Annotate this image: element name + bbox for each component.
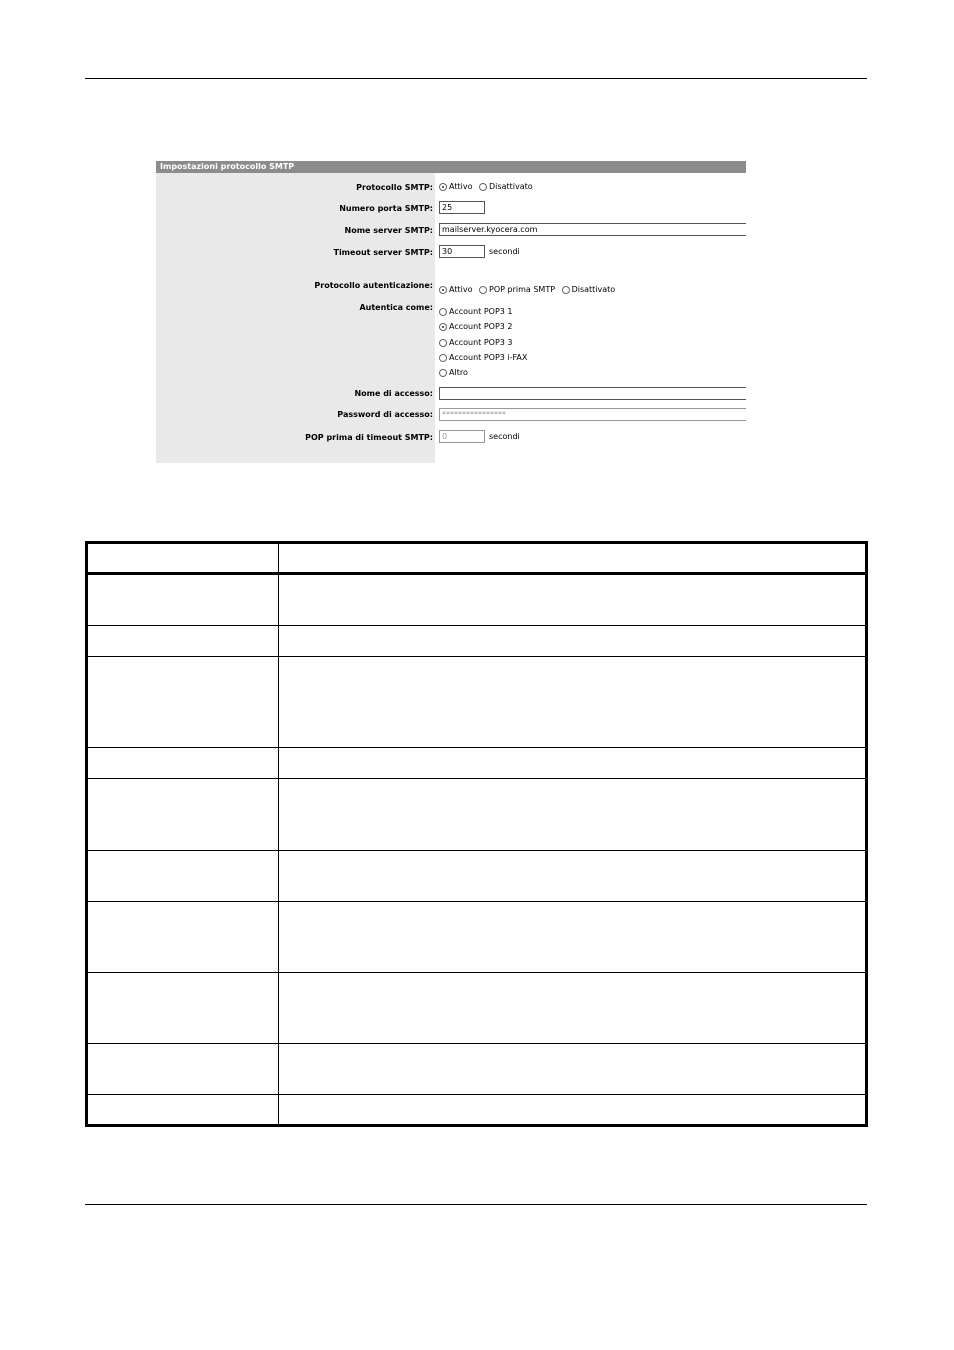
table-cell <box>279 626 867 656</box>
smtp-server-input[interactable]: mailserver.kyocera.com <box>439 223 746 236</box>
table-row <box>87 1043 867 1094</box>
table-cell <box>279 656 867 747</box>
table-cell <box>279 973 867 1043</box>
smtp-protocol-on-radio[interactable]: Attivo <box>439 182 472 191</box>
table-row <box>87 850 867 901</box>
label-column <box>156 173 435 463</box>
auth-protocol-off-radio[interactable]: Disattivato <box>562 285 616 294</box>
table-cell <box>87 543 279 574</box>
table-row <box>87 574 867 626</box>
login-password-label: Password di accesso: <box>337 410 433 419</box>
auth-protocol-pop-radio[interactable]: POP prima SMTP <box>479 285 555 294</box>
auth-as-option-4[interactable]: Account POP3 i-FAX <box>439 353 527 362</box>
smtp-port-input[interactable]: 25 <box>439 201 485 214</box>
table-cell <box>279 574 867 626</box>
table-row <box>87 779 867 850</box>
table-cell <box>279 901 867 972</box>
auth-as-label: Autentica come: <box>359 303 433 312</box>
login-name-label: Nome di accesso: <box>354 389 433 398</box>
table-cell <box>87 626 279 656</box>
table-cell <box>279 748 867 779</box>
login-name-input[interactable] <box>439 387 746 400</box>
smtp-protocol-off-radio[interactable]: Disattivato <box>479 182 533 191</box>
auth-as-option-5[interactable]: Altro <box>439 368 468 377</box>
radio-icon <box>479 183 487 191</box>
radio-icon <box>562 286 570 294</box>
auth-as-option-3[interactable]: Account POP3 3 <box>439 338 513 347</box>
radio-selected-icon <box>439 183 447 191</box>
auth-as-option-1[interactable]: Account POP3 1 <box>439 307 513 316</box>
smtp-settings-panel <box>156 161 746 463</box>
table-cell <box>279 850 867 901</box>
table-header-row <box>87 543 867 574</box>
table-row <box>87 1094 867 1125</box>
bottom-rule <box>85 1204 867 1205</box>
smtp-timeout-unit: secondi <box>489 247 520 256</box>
radio-icon <box>439 308 447 316</box>
table-row <box>87 626 867 656</box>
radio-selected-icon <box>439 286 447 294</box>
table-cell <box>87 1094 279 1125</box>
radio-icon <box>439 339 447 347</box>
table-cell <box>87 850 279 901</box>
table-row <box>87 656 867 747</box>
smtp-protocol-options <box>439 182 537 191</box>
description-table <box>85 541 868 1127</box>
smtp-server-label: Nome server SMTP: <box>344 226 433 235</box>
auth-protocol-options <box>439 285 619 294</box>
smtp-port-label: Numero porta SMTP: <box>339 204 433 213</box>
pop-timeout-label: POP prima di timeout SMTP: <box>305 433 433 442</box>
radio-icon <box>439 354 447 362</box>
table-cell <box>279 543 867 574</box>
auth-protocol-label: Protocollo autenticazione: <box>314 281 433 290</box>
table-cell <box>87 656 279 747</box>
table-row <box>87 748 867 779</box>
smtp-protocol-label: Protocollo SMTP: <box>356 183 433 192</box>
radio-selected-icon <box>439 323 447 331</box>
table-row <box>87 901 867 972</box>
table-cell <box>87 574 279 626</box>
smtp-timeout-input[interactable]: 30 <box>439 245 485 258</box>
radio-icon <box>439 369 447 377</box>
panel-title: Impostazioni protocollo SMTP <box>156 161 746 173</box>
table-cell <box>87 1043 279 1094</box>
table-cell <box>87 973 279 1043</box>
radio-icon <box>479 286 487 294</box>
pop-timeout-input[interactable]: 0 <box>439 430 485 443</box>
smtp-timeout-label: Timeout server SMTP: <box>333 248 433 257</box>
table-cell <box>87 901 279 972</box>
auth-as-option-2[interactable]: Account POP3 2 <box>439 322 513 331</box>
table-cell <box>279 1094 867 1125</box>
top-rule <box>85 78 867 79</box>
table-cell <box>279 1043 867 1094</box>
table-cell <box>279 779 867 850</box>
pop-timeout-unit: secondi <box>489 432 520 441</box>
table-row <box>87 973 867 1043</box>
table-cell <box>87 779 279 850</box>
login-password-input[interactable]: **************** <box>439 408 746 421</box>
table-cell <box>87 748 279 779</box>
auth-protocol-on-radio[interactable]: Attivo <box>439 285 472 294</box>
